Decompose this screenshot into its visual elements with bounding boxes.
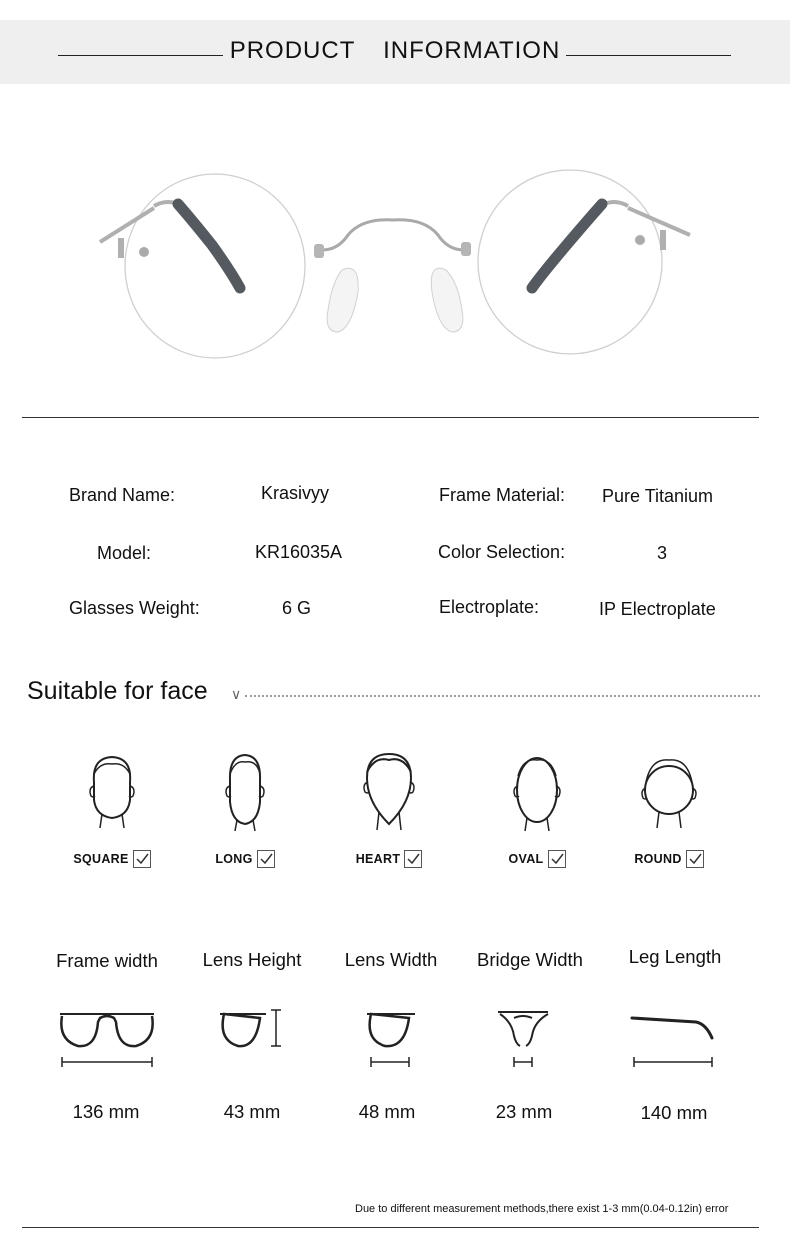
measurement-footnote: Due to different measurement methods,there exist 1-3 mm(0.04-0.12in) error xyxy=(355,1203,729,1215)
bottom-divider xyxy=(22,1227,759,1228)
brand-label: Brand Name: xyxy=(69,485,176,505)
electroplate-label: Electroplate: xyxy=(439,597,540,617)
measure-value-frame-width: 136 mm xyxy=(72,1101,140,1122)
model-value: KR16035A xyxy=(255,542,343,562)
title-word-product: PRODUCT xyxy=(229,37,356,64)
electroplate-value: IP Electroplate xyxy=(599,599,716,619)
checkbox-icon xyxy=(686,850,704,868)
checkbox-icon xyxy=(133,850,151,868)
measure-title-leg-length: Leg Length xyxy=(628,946,722,967)
measure-value-lens-height: 43 mm xyxy=(223,1101,281,1122)
checkbox-icon xyxy=(404,850,422,868)
oval-face-icon xyxy=(507,752,567,832)
color-value: 3 xyxy=(657,543,668,563)
weight-value: 6 G xyxy=(282,598,312,618)
section-divider xyxy=(22,417,759,418)
frame-width-icon xyxy=(52,1000,162,1070)
bridge-width-icon xyxy=(470,1000,580,1070)
material-label: Frame Material: xyxy=(439,485,566,505)
measure-value-leg-length: 140 mm xyxy=(640,1102,708,1123)
round-face-icon xyxy=(639,752,699,832)
face-square xyxy=(52,752,172,868)
material-value: Pure Titanium xyxy=(602,486,714,506)
measure-title-frame-width: Frame width xyxy=(56,950,158,971)
measure-value-bridge-width: 23 mm xyxy=(495,1101,553,1122)
face-long xyxy=(185,752,305,868)
face-label: SQUARE xyxy=(73,852,129,866)
face-label: OVAL xyxy=(508,852,544,866)
measure-title-lens-width: Lens Width xyxy=(344,949,438,970)
face-oval xyxy=(477,752,597,868)
long-face-icon xyxy=(215,752,275,832)
measure-title-bridge-width: Bridge Width xyxy=(477,949,583,970)
face-label: HEART xyxy=(355,852,401,866)
leg-length-icon xyxy=(620,1000,730,1070)
measure-value-lens-width: 48 mm xyxy=(358,1101,416,1122)
face-round xyxy=(609,752,729,868)
color-label: Color Selection: xyxy=(438,542,566,562)
face-label: ROUND xyxy=(634,852,682,866)
lens-width-icon xyxy=(333,1000,443,1070)
page-title xyxy=(0,37,790,65)
dotted-rule xyxy=(245,695,760,697)
square-face-icon xyxy=(82,752,142,832)
title-word-information: INFORMATION xyxy=(383,37,561,64)
heart-face-icon xyxy=(359,752,419,832)
lens-height-icon xyxy=(196,1000,306,1070)
glasses-product-image xyxy=(80,150,710,380)
brand-value: Krasivyy xyxy=(261,483,330,503)
checkbox-icon xyxy=(548,850,566,868)
checkbox-icon xyxy=(257,850,275,868)
measure-title-lens-height: Lens Height xyxy=(202,949,302,970)
face-heart xyxy=(329,752,449,868)
chevron-down-icon: ∨ xyxy=(231,686,242,702)
model-label: Model: xyxy=(97,543,152,563)
face-label: LONG xyxy=(215,852,253,866)
suitable-title: Suitable for face xyxy=(27,677,208,705)
weight-label: Glasses Weight: xyxy=(69,598,200,618)
